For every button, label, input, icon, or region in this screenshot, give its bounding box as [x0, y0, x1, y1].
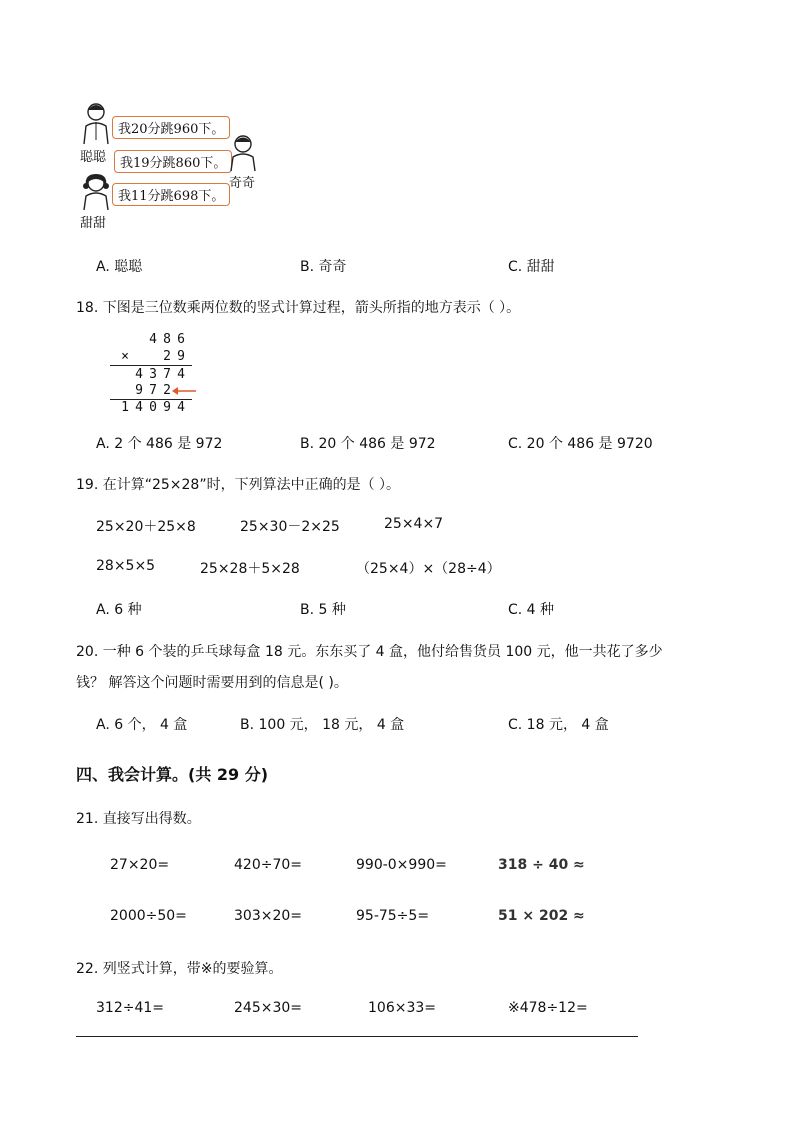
q22-item-2: 245×30= [234, 1000, 302, 1016]
q21-item-2: 420÷70= [234, 857, 302, 873]
q17-option-b[interactable]: B. 奇奇 [300, 259, 347, 275]
q22-text: 22. 列竖式计算，带※的要验算。 [76, 961, 283, 977]
q21-item-3: 990-0×990= [356, 857, 447, 873]
q19-text: 19. 在计算“25×28”时，下列算法中正确的是（ ）。 [76, 477, 401, 493]
vert-row5: 1 4 0 9 4 [121, 400, 185, 415]
boy-figure-icon [80, 100, 116, 146]
bubble-3: 我11分跳698下。 [112, 183, 230, 206]
q21-item-7: 95-75÷5= [356, 908, 430, 924]
q19-method-2: 25×30－2×25 [240, 519, 340, 535]
q17-option-a[interactable]: A. 聪聪 [96, 259, 143, 275]
q20-option-c[interactable]: C. 18 元， 4 盒 [508, 717, 609, 733]
q19-option-a[interactable]: A. 6 种 [96, 602, 142, 618]
q18-option-b[interactable]: B. 20 个 486 是 972 [300, 436, 436, 452]
q20-text-line2: 钱？ 解答这个问题时需要用到的信息是( )。 [76, 675, 348, 691]
bottom-rule [76, 1036, 638, 1037]
arrow-left-icon [170, 384, 198, 398]
q21-item-8: 51 × 202 ≈ [498, 908, 585, 924]
q19-option-c[interactable]: C. 4 种 [508, 602, 555, 618]
section-4-title: 四、我会计算。(共 29 分) [76, 765, 269, 784]
q18-option-a[interactable]: A. 2 个 486 是 972 [96, 436, 223, 452]
q20-option-a[interactable]: A. 6 个， 4 盒 [96, 717, 188, 733]
vert-row2: × 2 9 [121, 349, 185, 364]
q21-item-1: 27×20= [110, 857, 170, 873]
q20-option-b[interactable]: B. 100 元， 18 元， 4 盒 [240, 717, 405, 733]
q22-item-4: ※478÷12= [508, 1000, 588, 1016]
q22-item-3: 106×33= [368, 1000, 436, 1016]
q21-item-5: 2000÷50= [110, 908, 187, 924]
vert-row4: 9 7 2 [135, 383, 171, 398]
vert-row3: 4 3 7 4 [135, 367, 185, 382]
name-tiantian: 甜甜 [80, 216, 107, 231]
q21-item-6: 303×20= [234, 908, 302, 924]
q19-option-b[interactable]: B. 5 种 [300, 602, 346, 618]
vert-row1: 4 8 6 [149, 332, 185, 347]
q19-method-6: （25×4）×（28÷4） [356, 561, 501, 577]
bubble-2: 我19分跳860下。 [114, 150, 232, 173]
q18-text: 18. 下图是三位数乘两位数的竖式计算过程，箭头所指的地方表示（ ）。 [76, 300, 521, 316]
boy-figure-icon [226, 133, 262, 173]
q19-method-4: 28×5×5 [96, 558, 156, 574]
q19-method-5: 25×28＋5×28 [200, 561, 300, 577]
q21-item-4: 318 ÷ 40 ≈ [498, 857, 585, 873]
bubble-1: 我20分跳960下。 [112, 116, 230, 139]
girl-figure-icon [80, 172, 114, 212]
q21-text: 21. 直接写出得数。 [76, 811, 201, 827]
vert-line-1 [110, 365, 192, 366]
name-qiqi: 奇奇 [229, 176, 256, 191]
q20-text-line1: 20. 一种 6 个装的乒乓球每盒 18 元。东东买了 4 盒，他付给售货员 100 元，他一共花了多少 [76, 644, 663, 660]
q22-item-1: 312÷41= [96, 1000, 164, 1016]
name-congcong: 聪聪 [80, 150, 107, 165]
q17-option-c[interactable]: C. 甜甜 [508, 259, 555, 275]
q18-option-c[interactable]: C. 20 个 486 是 9720 [508, 436, 653, 452]
q19-method-3: 25×4×7 [384, 516, 444, 532]
q19-method-1: 25×20＋25×8 [96, 519, 196, 535]
